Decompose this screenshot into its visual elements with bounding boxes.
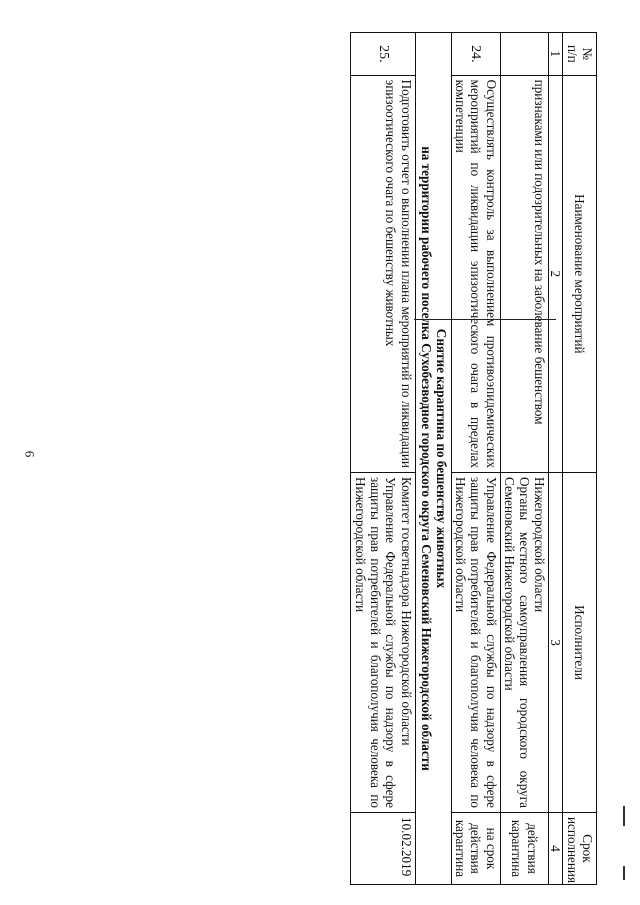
- column-number: 1: [549, 33, 563, 76]
- section-title-line1: Снятие карантина по бешенству животных: [433, 328, 449, 589]
- row-number: 24.: [451, 33, 500, 76]
- measure-executors: [500, 472, 549, 812]
- executor-line: Нижегородской области Органы местного самоуправления городского округа Семеновский Нижегородской области: [501, 476, 548, 808]
- measure-term: на срок действия карантина: [451, 812, 500, 884]
- section-row: [415, 33, 451, 885]
- column-number: 2: [549, 75, 563, 472]
- table-row: [451, 33, 500, 885]
- header-name: Наименование мероприятий: [563, 75, 597, 472]
- column-number: 3: [549, 472, 563, 812]
- header-term: Срок исполнения: [563, 812, 597, 884]
- signature-line: [414, 319, 556, 320]
- header-executors: Исполнители: [563, 472, 597, 812]
- section-title-line2: на территории рабочего поселка Сухобезводное городского округа Семеновский Нижегородской области: [419, 146, 435, 771]
- section-title: [415, 33, 451, 885]
- measure-term: действия карантина: [500, 812, 549, 884]
- measure-executors: Комитет госветнадзора Нижегородской области Управление Федеральной службы по надзору в сфере защиты прав потребителей и благополучия человека по Нижегородской области: [351, 472, 415, 812]
- header-num: № п/п: [563, 33, 597, 76]
- measure-name: признаками или подозрительных на заболевание бешенством: [500, 75, 549, 472]
- page-number: 6: [22, 450, 38, 458]
- scan-artifact: [623, 806, 625, 826]
- measure-term: 10.02.2019: [351, 812, 415, 884]
- measure-name: Подготовить отчет о выполнении плана мероприятий по ликвидации эпизоотического очага по бешенству животных: [351, 75, 415, 472]
- table-header-row: [563, 33, 597, 885]
- table-row: [500, 33, 549, 885]
- column-number: 4: [549, 812, 563, 884]
- row-number: [500, 33, 549, 76]
- scan-artifact: [623, 866, 625, 880]
- measures-table: [350, 32, 597, 885]
- measure-name: Осуществлять контроль за выполнением противоэпидемических мероприятий по ликвидации эпизоотического очага в пределах компетенции: [451, 75, 500, 472]
- column-number-row: [549, 33, 563, 885]
- measure-executors: Управление Федеральной службы по надзору в сфере защиты прав потребителей и благополучия человека по Нижегородской области: [451, 472, 500, 812]
- table-row: [351, 33, 415, 885]
- row-number: 25.: [351, 33, 415, 76]
